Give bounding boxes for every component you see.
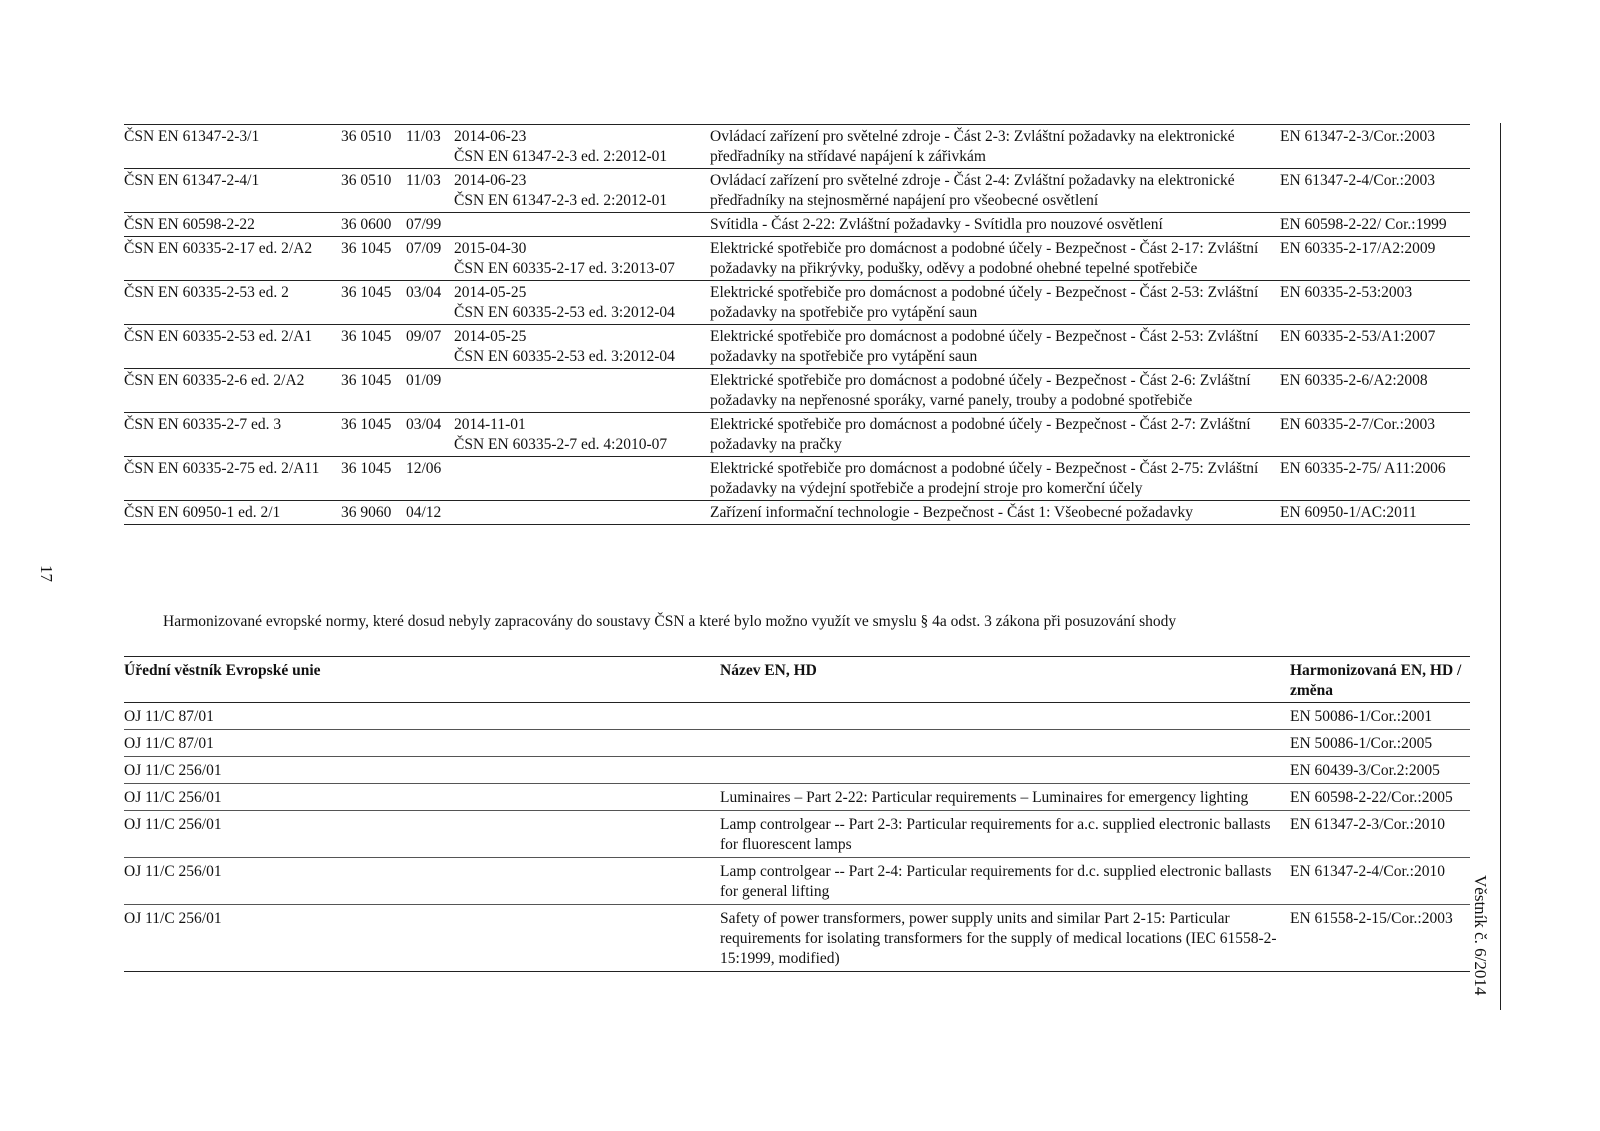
journal-cell: OJ 11/C 256/01	[124, 910, 222, 927]
harmonized-cell: EN 50086-1/Cor.:2005	[1290, 735, 1433, 752]
norm-cell: ČSN EN 60335-2-17 ed. 2/A2	[124, 240, 313, 257]
title-cell: Elektrické spotřebiče pro domácnost a podobné účely - Bezpečnost - Část 2-17: Zvláštní požadavky na přikrývky, podušky, oděvy a podobné ohebné tepelné spotřebiče	[710, 240, 1259, 277]
date-cell: 11/03	[406, 172, 441, 189]
code-cell: 36 1045	[341, 460, 392, 477]
table-row	[124, 369, 1470, 413]
header-title: Název EN, HD	[720, 662, 817, 679]
harmonized-cell: EN 61347-2-4/Cor.:2003	[1280, 172, 1435, 189]
norm-cell: ČSN EN 61347-2-4/1	[124, 172, 260, 189]
code-cell: 36 1045	[341, 416, 392, 433]
title-cell: Elektrické spotřebiče pro domácnost a podobné účely - Bezpečnost - Část 2-53: Zvláštní požadavky na spotřebiče pro vytápění saun	[710, 328, 1259, 365]
norm-cell: ČSN EN 60335-2-7 ed. 3	[124, 416, 282, 433]
norm-cell: ČSN EN 60335-2-53 ed. 2/A1	[124, 328, 313, 345]
norm-cell: ČSN EN 60335-2-53 ed. 2	[124, 284, 289, 301]
table-row	[124, 125, 1470, 169]
norm-cell: ČSN EN 60598-2-22	[124, 216, 255, 233]
title-cell	[720, 703, 1290, 730]
harmonized-cell: EN 60335-2-17/A2:2009	[1280, 240, 1436, 257]
table-row	[124, 858, 1470, 905]
replacement-date: 2015-04-30	[454, 240, 527, 257]
table-row	[124, 757, 1470, 784]
harmonized-cell: EN 50086-1/Cor.:2001	[1290, 708, 1433, 725]
replacement-norm: ČSN EN 60335-2-7 ed. 4:2010-07	[454, 436, 668, 453]
replacement-norm: ČSN EN 61347-2-3 ed. 2:2012-01	[454, 148, 668, 165]
table-row	[124, 501, 1470, 525]
journal-cell: OJ 11/C 256/01	[124, 762, 222, 779]
table-row	[124, 281, 1470, 325]
table-row	[124, 905, 1470, 972]
table-header-row	[124, 657, 1470, 703]
title-cell: Lamp controlgear -- Part 2-4: Particular requirements for d.c. supplied electronic ballasts for general lifting	[720, 863, 1272, 900]
date-cell: 11/03	[406, 128, 441, 145]
table-row	[124, 811, 1470, 858]
title-cell: Luminaires – Part 2-22: Particular requirements – Luminaires for emergency lighting	[720, 789, 1249, 806]
replacement-cell	[454, 501, 710, 525]
table-row	[124, 730, 1470, 757]
side-rule	[1500, 123, 1501, 1010]
replacement-norm: ČSN EN 61347-2-3 ed. 2:2012-01	[454, 192, 668, 209]
date-cell: 09/07	[406, 328, 442, 345]
title-cell: Ovládací zařízení pro světelné zdroje - Část 2-4: Zvláštní požadavky na elektronické předřadníky na stejnosměrné napájení pro všeobecné osvětlení	[710, 172, 1235, 209]
date-cell: 03/04	[406, 284, 442, 301]
oj-table	[124, 656, 1470, 972]
page-number: 17	[37, 565, 56, 582]
header-harmonized: Harmonizovaná EN, HD / změna	[1290, 662, 1462, 699]
code-cell: 36 9060	[341, 504, 392, 521]
journal-cell: OJ 11/C 256/01	[124, 816, 222, 833]
date-cell: 12/06	[406, 460, 442, 477]
harmonized-cell: EN 60439-3/Cor.2:2005	[1290, 762, 1440, 779]
table-row	[124, 169, 1470, 213]
table-row	[124, 703, 1470, 730]
replacement-norm: ČSN EN 60335-2-53 ed. 3:2012-04	[454, 348, 675, 365]
table-row	[124, 237, 1470, 281]
date-cell: 04/12	[406, 504, 442, 521]
table-row	[124, 784, 1470, 811]
code-cell: 36 1045	[341, 284, 392, 301]
title-cell: Elektrické spotřebiče pro domácnost a podobné účely - Bezpečnost - Část 2-53: Zvláštní požadavky na spotřebiče pro vytápění saun	[710, 284, 1259, 321]
title-cell: Elektrické spotřebiče pro domácnost a podobné účely - Bezpečnost - Část 2-7: Zvláštní požadavky na pračky	[710, 416, 1251, 453]
harmonized-cell: EN 60950-1/AC:2011	[1280, 504, 1417, 521]
code-cell: 36 1045	[341, 328, 392, 345]
replacement-norm: ČSN EN 60335-2-53 ed. 3:2012-04	[454, 304, 675, 321]
code-cell: 36 0600	[341, 216, 392, 233]
title-cell: Elektrické spotřebiče pro domácnost a podobné účely - Bezpečnost - Část 2-6: Zvláštní požadavky na nepřenosné sporáky, varné panely, trouby a podobné spotřebiče	[710, 372, 1251, 409]
harmonized-cell: EN 61347-2-3/Cor.:2010	[1290, 816, 1445, 833]
code-cell: 36 1045	[341, 240, 392, 257]
replacement-cell	[454, 457, 710, 501]
title-cell: Lamp controlgear -- Part 2-3: Particular requirements for a.c. supplied electronic ballasts for fluorescent lamps	[720, 816, 1271, 853]
title-cell: Svítidla - Část 2-22: Zvláštní požadavky - Svítidla pro nouzové osvětlení	[710, 216, 1163, 233]
replacement-cell	[454, 369, 710, 413]
harmonized-cell: EN 61558-2-15/Cor.:2003	[1290, 910, 1453, 927]
replacement-cell	[454, 281, 710, 325]
journal-cell: OJ 11/C 256/01	[124, 863, 222, 880]
replacement-cell	[454, 237, 710, 281]
replacement-cell	[454, 325, 710, 369]
replacement-cell	[454, 169, 710, 213]
journal-label: Věstník č. 6/2014	[1471, 875, 1490, 996]
harmonized-cell: EN 60335-2-53/A1:2007	[1280, 328, 1436, 345]
norm-cell: ČSN EN 60335-2-6 ed. 2/A2	[124, 372, 305, 389]
date-cell: 07/99	[406, 216, 442, 233]
table-row	[124, 325, 1470, 369]
title-cell: Zařízení informační technologie - Bezpečnost - Část 1: Všeobecné požadavky	[710, 504, 1194, 521]
date-cell: 03/04	[406, 416, 442, 433]
intro-text: Harmonizované evropské normy, které dosud nebyly zapracovány do soustavy ČSN a které bylo možno využít ve smyslu § 4a odst. 3 zákona při posuzování shody	[163, 613, 1177, 630]
replacement-date: 2014-06-23	[454, 172, 527, 189]
date-cell: 07/09	[406, 240, 442, 257]
code-cell: 36 1045	[341, 372, 392, 389]
title-cell: Elektrické spotřebiče pro domácnost a podobné účely - Bezpečnost - Část 2-75: Zvláštní požadavky na výdejní spotřebiče a prodejní stroje pro komerční účely	[710, 460, 1259, 497]
date-cell: 01/09	[406, 372, 442, 389]
harmonized-cell: EN 60335-2-53:2003	[1280, 284, 1413, 301]
replacement-date: 2014-05-25	[454, 328, 527, 345]
harmonized-cell: EN 61347-2-4/Cor.:2010	[1290, 863, 1445, 880]
title-cell: Ovládací zařízení pro světelné zdroje - Část 2-3: Zvláštní požadavky na elektronické předřadníky na střídavé napájení k zářivkám	[710, 128, 1235, 165]
replacement-date: 2014-06-23	[454, 128, 527, 145]
title-cell	[720, 757, 1290, 784]
journal-cell: OJ 11/C 87/01	[124, 735, 214, 752]
harmonized-cell: EN 60335-2-75/ A11:2006	[1280, 460, 1446, 477]
replacement-date: 2014-05-25	[454, 284, 527, 301]
table-row	[124, 457, 1470, 501]
header-journal: Úřední věstník Evropské unie	[124, 662, 321, 679]
journal-cell: OJ 11/C 256/01	[124, 789, 222, 806]
replacement-cell	[454, 413, 710, 457]
norms-table	[124, 124, 1470, 525]
code-cell: 36 0510	[341, 128, 392, 145]
replacement-cell	[454, 213, 710, 237]
harmonized-cell: EN 60335-2-6/A2:2008	[1280, 372, 1428, 389]
replacement-norm: ČSN EN 60335-2-17 ed. 3:2013-07	[454, 260, 675, 277]
harmonized-cell: EN 60598-2-22/ Cor.:1999	[1280, 216, 1447, 233]
norm-cell: ČSN EN 60335-2-75 ed. 2/A11	[124, 460, 320, 477]
table-row	[124, 413, 1470, 457]
table-row	[124, 213, 1470, 237]
norm-cell: ČSN EN 61347-2-3/1	[124, 128, 260, 145]
replacement-cell	[454, 125, 710, 169]
journal-cell: OJ 11/C 87/01	[124, 708, 214, 725]
replacement-date: 2014-11-01	[454, 416, 526, 433]
code-cell: 36 0510	[341, 172, 392, 189]
title-cell: Safety of power transformers, power supply units and similar Part 2-15: Particular requirements for isolating transformers for the supply of medical locations (IEC 61558-2-15:1999, modified)	[720, 910, 1277, 967]
harmonized-cell: EN 60598-2-22/Cor.:2005	[1290, 789, 1453, 806]
title-cell	[720, 730, 1290, 757]
harmonized-cell: EN 61347-2-3/Cor.:2003	[1280, 128, 1435, 145]
norm-cell: ČSN EN 60950-1 ed. 2/1	[124, 504, 281, 521]
harmonized-cell: EN 60335-2-7/Cor.:2003	[1280, 416, 1435, 433]
